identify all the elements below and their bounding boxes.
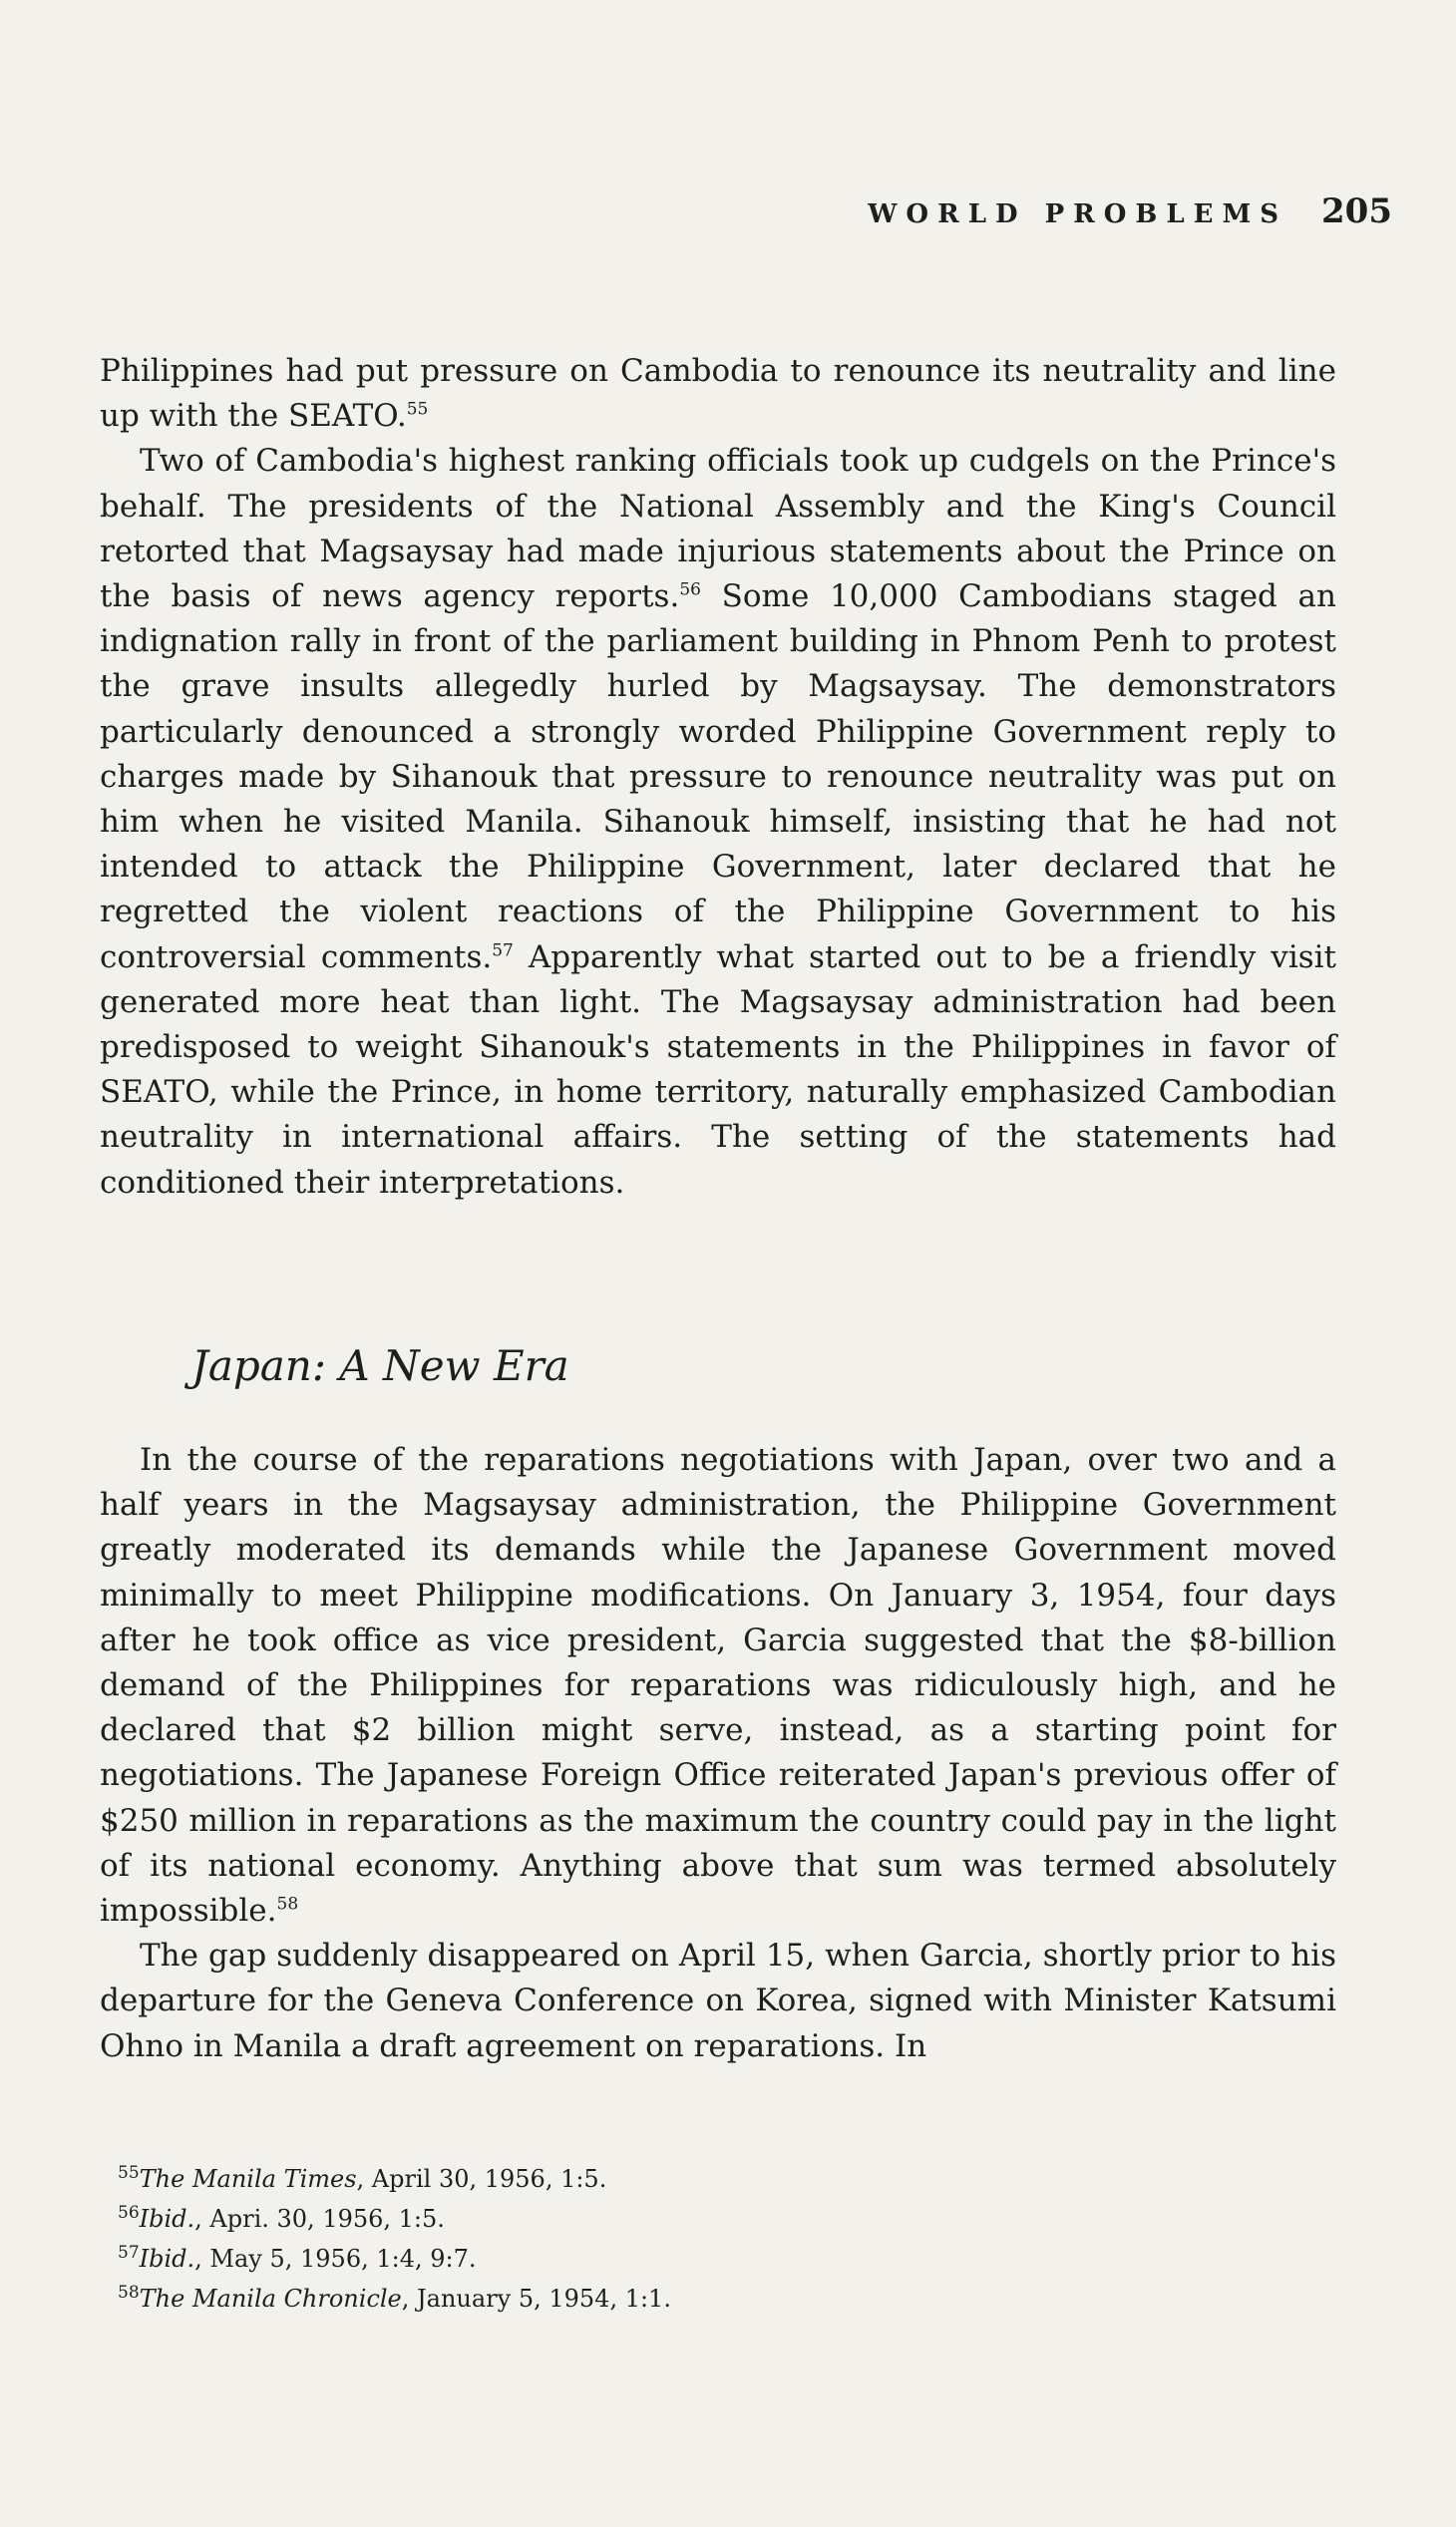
footnote: $^{56}$Ibid., Apri. 30, 1956, 1:5. [118, 2203, 445, 2233]
running-head [868, 191, 1392, 231]
footnote: $^{55}$The Manila Times, April 30, 1956, 1:5. [118, 2163, 607, 2193]
paragraph-4: The gap suddenly disappeared on April 15, when Garcia, shortly prior to his departure for the Geneva Conference on Korea, signed with Minister Katsumi Ohno in Manila a draft agreement on reparations. In [100, 1938, 1336, 2064]
body-text-section-1 [100, 349, 1336, 1206]
footnote-ref: 56 [679, 579, 701, 600]
footnote: $^{57}$Ibid., May 5, 1956, 1:4, 9:7. [118, 2243, 477, 2273]
paragraph-1: Philippines had put pressure on Cambodia to renounce its neutrality and line up with the SEATO.$^{55}$ [100, 353, 1336, 435]
page-number: 205 [1321, 191, 1392, 231]
footnotes [118, 2159, 671, 2319]
footnote-ref: 55 [406, 399, 429, 420]
paragraph-2: Two of Cambodia's highest ranking officials took up cudgels on the Prince's behalf. The presidents of the National Assembly and the King's Council retorted that Magsaysay had made injurious statements about the Prince on the basis of news agency reports.$^{56}$ Some 10,000 Cambodians staged an indignation rally in front of the parliament building in Phnom Penh to protest the grave insults allegedly hurled by Magsaysay. The demonstrators particularly denounced a strongly worded Philippine Government reply to charges made by Sihanouk that pressure to renounce neutrality was put on him when he visited Manila. Sihanouk himself, insisting that he had not intended to attack the Philippine Government, later declared that he regretted the violent reactions of the Philippine Government to his controversial comments.$^{57}$ Apparently what started out to be a friendly visit generated more heat than light. The Magsaysay administration had been predisposed to weight Sihanouk's statements in the Philippines in favor of SEATO, while the Prince, in home territory, naturally emphasized Cambodian neutrality in international affairs. The setting of the statements had conditioned their interpretations. [100, 443, 1337, 1201]
section-heading: Japan: A New Era [191, 1341, 569, 1390]
footnote-ref: 58 [276, 1894, 299, 1915]
footnote-ref: 57 [492, 940, 514, 961]
running-title: WORLD PROBLEMS [868, 199, 1288, 229]
footnote: $^{58}$The Manila Chronicle, January 5, 1954, 1:1. [118, 2283, 671, 2313]
body-text-section-2 [100, 1438, 1336, 2069]
paragraph-3: In the course of the reparations negotiations with Japan, over two and a half years in the Magsaysay administration, the Philippine Government greatly moderated its demands while the Japanese Government moved minimally to meet Philippine modifications. On January 3, 1954, four days after he took office as vice president, Garcia suggested that the $8-billion demand of the Philippines for reparations was ridiculously high, and he declared that $2 billion might serve, instead, as a starting point for negotiations. The Japanese Foreign Office reiterated Japan's previous offer of $250 million in reparations as the maximum the country could pay in the light of its national economy. Anything above that sum was termed absolutely impossible.$^{58}$ [100, 1442, 1336, 1930]
